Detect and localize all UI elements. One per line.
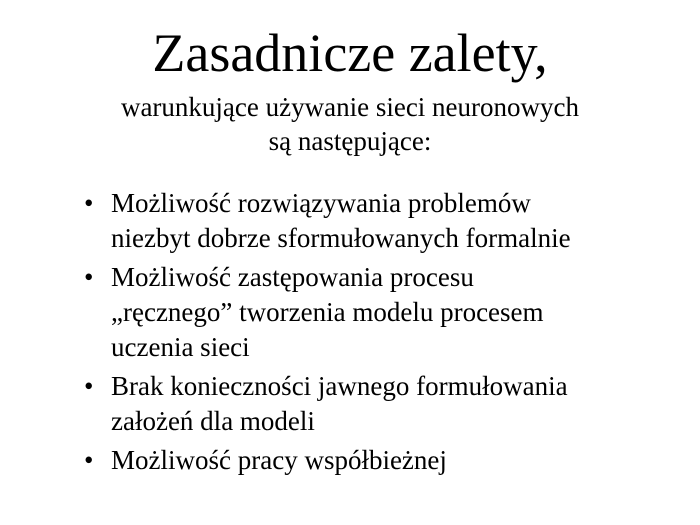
- bullet-text-line: Możliwość rozwiązywania problemów: [111, 188, 531, 218]
- bullet-text-line: Brak konieczności jawnego formułowania: [111, 371, 568, 401]
- bullet-item: [84, 369, 684, 439]
- bullet-dot-icon: •: [84, 262, 94, 292]
- slide-title: Zasadnicze zalety,: [152, 23, 548, 83]
- subtitle-line: są następujące:: [268, 126, 432, 156]
- bullet-item: [84, 443, 684, 478]
- bullet-item: [84, 186, 684, 256]
- bullet-text-line: „ręcznego” tworzenia modelu procesem: [111, 297, 544, 327]
- subtitle-line: warunkujące używanie sieci neuronowych: [120, 92, 580, 122]
- bullet-text-line: niezbyt dobrze sformułowanych formalnie: [111, 223, 571, 253]
- bullet-dot-icon: •: [84, 445, 94, 475]
- slide-subtitle: [0, 90, 700, 158]
- bullet-text-line: Możliwość pracy współbieżnej: [111, 445, 447, 475]
- bullet-list: [84, 186, 684, 482]
- bullet-text-line: Możliwość zastępowania procesu: [111, 262, 474, 292]
- bullet-text-line: założeń dla modeli: [111, 406, 315, 436]
- bullet-item: [84, 260, 684, 365]
- bullet-dot-icon: •: [84, 371, 94, 401]
- bullet-dot-icon: •: [84, 188, 94, 218]
- bullet-text-line: uczenia sieci: [111, 332, 250, 362]
